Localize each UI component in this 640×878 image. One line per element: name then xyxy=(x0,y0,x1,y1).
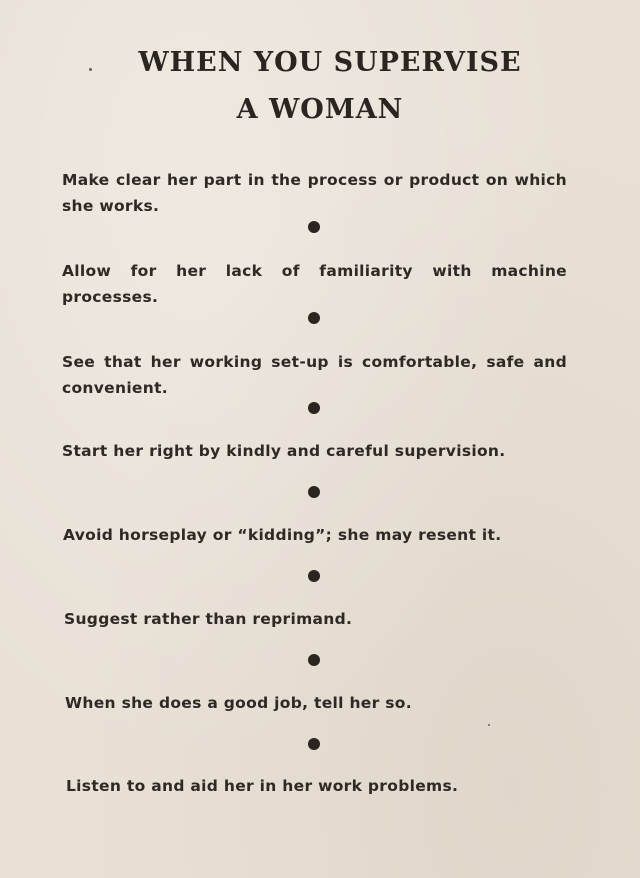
bullet-dot xyxy=(308,221,320,233)
bullet-dot xyxy=(308,312,320,324)
list-item: When she does a good job, tell her so. xyxy=(65,694,412,712)
list-item: Listen to and aid her in her work problems. xyxy=(66,777,459,795)
list-item: Allow for her lack of familiarity with machine processes. xyxy=(62,262,567,306)
list-item: Suggest rather than reprimand. xyxy=(64,610,353,628)
list-item: Make clear her part in the process or product on which she works. xyxy=(62,171,567,215)
title-line-1: WHEN YOU SUPERVISE xyxy=(138,47,522,78)
bullet-dot xyxy=(308,738,320,750)
bullet-dot xyxy=(308,486,320,498)
paper-speck xyxy=(89,68,92,71)
list-item: See that her working set-up is comfortable, safe and convenient. xyxy=(62,353,567,397)
list-item: Avoid horseplay or “kidding”; she may resent it. xyxy=(63,526,502,544)
bullet-dot xyxy=(308,570,320,582)
list-item: Start her right by kindly and careful supervision. xyxy=(62,442,506,460)
paper-speck xyxy=(488,724,490,726)
title-line-2: A WOMAN xyxy=(236,94,404,125)
bullet-dot xyxy=(308,402,320,414)
bullet-dot xyxy=(308,654,320,666)
